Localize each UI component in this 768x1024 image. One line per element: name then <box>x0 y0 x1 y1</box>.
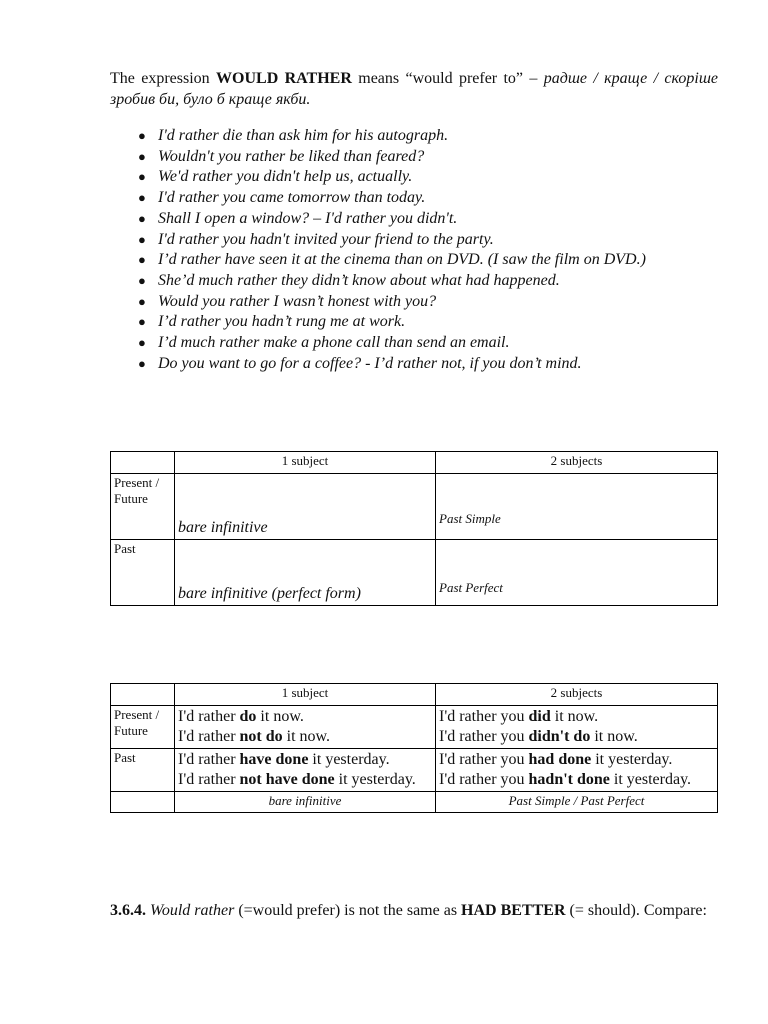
emphasis-text: do <box>239 708 257 725</box>
intro-middle: means “would prefer to” – <box>351 70 544 87</box>
list-item <box>138 126 718 147</box>
document-page <box>110 68 718 374</box>
bullet-icon: ● <box>138 190 146 206</box>
table-row <box>111 706 718 749</box>
footer-empty <box>111 792 175 813</box>
line-text: I'd rather you <box>439 708 529 725</box>
bullet-icon: ● <box>138 252 146 268</box>
bullet-icon: ● <box>138 355 146 371</box>
list-item <box>138 209 718 230</box>
example-line <box>178 750 432 770</box>
intro-term: WOULD RATHER <box>216 70 352 87</box>
section-end: (= should). Compare: <box>565 902 707 919</box>
bullet-icon: ● <box>138 128 146 143</box>
cell-two-subjects <box>436 474 718 540</box>
example-text: I’d much rather make a phone call than send an email. <box>158 334 510 352</box>
cell-one-subject <box>175 540 436 606</box>
bullet-icon: ● <box>138 210 146 226</box>
example-text: I'd rather you came tomorrow than today. <box>158 189 426 207</box>
intro-paragraph <box>110 68 718 110</box>
cell-one-subject <box>175 474 436 540</box>
example-text: I'd rather you hadn't invited your friend to the party. <box>158 230 494 248</box>
row-label-past: Past <box>111 749 175 792</box>
line-text: it now. <box>256 708 304 725</box>
line-text: it now. <box>282 728 331 745</box>
section-middle: (=would prefer) is not the same as <box>234 902 462 919</box>
examples-table <box>110 683 718 813</box>
list-item <box>138 250 718 271</box>
row-label-past: Past <box>111 540 175 606</box>
list-item <box>138 292 718 313</box>
example-text: Would you rather I wasn’t honest with you? <box>158 292 437 310</box>
rule-table <box>110 451 718 606</box>
intro-prefix: The expression <box>110 70 217 87</box>
table-header-row <box>111 684 718 706</box>
example-line <box>178 707 432 727</box>
row-label-present: Present / Future <box>111 474 175 540</box>
header-two-subjects: 2 subjects <box>436 452 718 474</box>
cell-text: Past Simple <box>439 511 501 526</box>
example-text: Wouldn't you rather be liked than feared? <box>158 147 425 165</box>
example-line <box>178 727 432 747</box>
header-empty <box>111 452 175 474</box>
header-one-subject: 1 subject <box>175 684 436 706</box>
line-text: it yesterday. <box>334 771 416 788</box>
section-heading <box>110 900 718 921</box>
cell-text: bare infinitive (perfect form) <box>178 585 361 602</box>
section-term: Would rather <box>150 902 235 919</box>
example-line <box>439 727 714 747</box>
intro-translation: радше / краще / скоріше зробив би, було б краще якби. <box>110 70 719 108</box>
emphasis-text: hadn't done <box>528 771 610 788</box>
table-row <box>111 540 718 606</box>
cell-one-subject <box>175 706 436 749</box>
emphasis-text: not have done <box>239 771 335 788</box>
example-line <box>439 750 714 770</box>
line-text: it yesterday. <box>308 751 390 768</box>
line-text: it now. <box>590 728 638 745</box>
table-row <box>111 474 718 540</box>
line-text: I'd rather <box>178 708 240 725</box>
line-text: it yesterday. <box>609 771 692 788</box>
example-text: I’d rather you hadn’t rung me at work. <box>158 313 406 331</box>
bullet-icon: ● <box>138 231 146 247</box>
emphasis-text: have done <box>239 751 309 768</box>
line-text: I'd rather you <box>439 728 529 745</box>
section-number: 3.6.4. <box>110 902 146 919</box>
bullet-icon: ● <box>138 169 146 185</box>
line-text: I'd rather <box>178 771 240 788</box>
table-row <box>111 749 718 792</box>
bullet-icon: ● <box>138 148 146 164</box>
cell-two-subjects <box>436 706 718 749</box>
example-line <box>439 707 714 727</box>
header-two-subjects: 2 subjects <box>436 684 718 706</box>
bullet-icon: ● <box>138 335 146 351</box>
list-item <box>138 167 718 188</box>
bullet-icon: ● <box>138 272 146 288</box>
example-text: I’d rather have seen it at the cinema than on DVD. (I saw the film on DVD.) <box>158 251 646 269</box>
line-text: I'd rather you <box>439 771 529 788</box>
bullet-icon: ● <box>138 314 146 330</box>
example-line <box>439 770 714 790</box>
list-item <box>138 188 718 209</box>
row-label-present: Present / Future <box>111 706 175 749</box>
table-header-row <box>111 452 718 474</box>
bullet-icon: ● <box>138 293 146 309</box>
cell-two-subjects <box>436 749 718 792</box>
line-text: I'd rather <box>178 728 240 745</box>
list-item <box>138 147 718 168</box>
example-text: Shall I open a window? – I'd rather you didn't. <box>158 209 458 227</box>
line-text: it now. <box>550 708 599 725</box>
list-item <box>138 230 718 251</box>
example-text: We'd rather you didn't help us, actually. <box>158 168 413 186</box>
example-text: I'd rather die than ask him for his autograph. <box>158 127 449 144</box>
line-text: it yesterday. <box>591 751 673 768</box>
emphasis-text: didn't do <box>528 728 591 745</box>
line-text: I'd rather <box>178 751 240 768</box>
list-item <box>138 312 718 333</box>
example-text: She’d much rather they didn’t know about what had happened. <box>158 271 560 289</box>
table-footer-row <box>111 792 718 813</box>
section-term2: HAD BETTER <box>461 902 566 919</box>
line-text: I'd rather you <box>439 751 529 768</box>
list-item <box>138 354 718 375</box>
list-item <box>138 271 718 292</box>
footer-two-subjects: Past Simple / Past Perfect <box>436 792 718 813</box>
example-line <box>178 770 432 790</box>
header-empty <box>111 684 175 706</box>
cell-text: Past Perfect <box>439 580 503 595</box>
emphasis-text: not do <box>239 728 283 745</box>
example-text: Do you want to go for a coffee? - I’d rather not, if you don’t mind. <box>158 354 582 372</box>
cell-one-subject <box>175 749 436 792</box>
list-item <box>138 333 718 354</box>
emphasis-text: had done <box>528 751 592 768</box>
emphasis-text: did <box>528 708 551 725</box>
cell-text: bare infinitive <box>178 519 268 536</box>
footer-one-subject: bare infinitive <box>175 792 436 813</box>
header-one-subject: 1 subject <box>175 452 436 474</box>
example-list <box>110 126 718 374</box>
cell-two-subjects <box>436 540 718 606</box>
